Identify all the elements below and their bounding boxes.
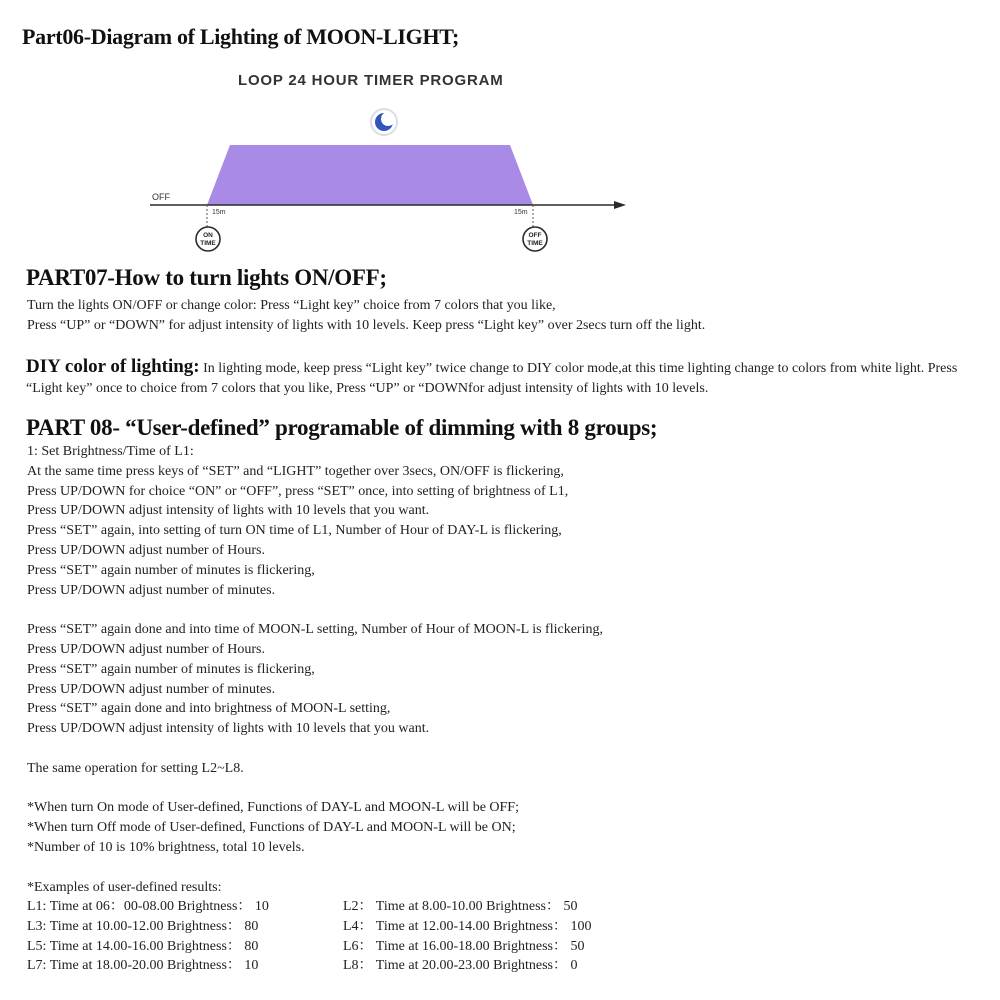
moon-icon <box>371 109 397 135</box>
part08-line: Press “SET” again done and into brightness of MOON-L setting, <box>27 701 391 717</box>
part08-line <box>27 779 603 799</box>
part08-line: Press UP/DOWN adjust intensity of lights with 10 levels that you want. <box>27 503 430 519</box>
timeline-arrow <box>614 201 626 209</box>
example-row: L3: Time at 10.00-12.00 Brightness： 80 <box>27 918 259 934</box>
part08-line: Press “SET” again number of minutes is flickering, <box>27 661 315 677</box>
diy-title: DIY color of lighting: <box>26 356 200 377</box>
part08-line: *Number of 10 is 10% brightness, total 10 levels. <box>27 839 305 855</box>
timer-diagram <box>140 100 640 260</box>
part08-line: Press UP/DOWN adjust number of Hours. <box>27 641 265 657</box>
example-row: L8： Time at 20.00-23.00 Brightness： 0 <box>343 958 578 974</box>
part08-line: Press UP/DOWN adjust number of Hours. <box>27 542 265 558</box>
example-row: L7: Time at 18.00-20.00 Brightness： 10 <box>27 958 259 974</box>
part08-line: At the same time press keys of “SET” and “LIGHT” together over 3secs, ON/OFF is flickering, <box>27 463 564 479</box>
part07-body <box>27 296 705 336</box>
part08-line: Press UP/DOWN for choice “ON” or “OFF”, press “SET” once, into setting of brightness of L1, <box>27 483 569 499</box>
diagram-title: LOOP 24 HOUR TIMER PROGRAM <box>238 72 504 89</box>
part08-line: 1: Set Brightness/Time of L1: <box>27 444 194 459</box>
part08-line: The same operation for setting L2~L8. <box>27 760 244 776</box>
part08-line: Press “SET” again number of minutes is flickering, <box>27 562 315 578</box>
part08-line: Press “SET” again done and into time of MOON-L setting, Number of Hour of MOON-L is flickering, <box>27 622 603 638</box>
ramp-left-label: 15m <box>212 209 226 216</box>
part06-heading: Part06-Diagram of Lighting of MOON-LIGHT; <box>22 24 460 49</box>
svg-text:TIME: TIME <box>527 240 543 247</box>
moon-light-area <box>207 145 533 205</box>
part08-line <box>27 858 603 878</box>
example-row: L5: Time at 14.00-16.00 Brightness： 80 <box>27 938 259 954</box>
example-row: L1: Time at 06：00-08.00 Brightness： 10 <box>27 899 269 914</box>
svg-text:TIME: TIME <box>200 240 216 247</box>
part08-line: *When turn On mode of User-defined, Functions of DAY-L and MOON-L will be OFF; <box>27 800 519 816</box>
part08-line: Press “SET” again, into setting of turn ON time of L1, Number of Hour of DAY-L is flickering, <box>27 523 562 539</box>
part07-line: Press “UP” or “DOWN” for adjust intensity of lights with 10 levels. Keep press “Light key” over 2secs turn off the light. <box>27 317 706 333</box>
part07-heading: PART07-How to turn lights ON/OFF; <box>26 265 387 290</box>
part08-body <box>27 442 603 897</box>
part08-line: *When turn Off mode of User-defined, Functions of DAY-L and MOON-L will be ON; <box>27 820 516 836</box>
svg-text:ON: ON <box>203 232 213 239</box>
examples-left <box>27 897 269 976</box>
part08-heading: PART 08- “User-defined” programable of dimming with 8 groups; <box>26 415 658 440</box>
examples-right <box>343 897 592 976</box>
part07-line: Turn the lights ON/OFF or change color: Press “Light key” choice from 7 colors that you like, <box>27 298 556 313</box>
part08-line <box>27 600 603 620</box>
example-row: L6： Time at 16.00-18.00 Brightness： 50 <box>343 938 585 954</box>
part08-line <box>27 739 603 759</box>
part08-line: Press UP/DOWN adjust intensity of lights with 10 levels that you want. <box>27 721 430 737</box>
ramp-right-label: 15m <box>514 209 528 216</box>
off-time-badge <box>523 227 547 251</box>
part08-line: Press UP/DOWN adjust number of minutes. <box>27 582 276 598</box>
diy-paragraph <box>26 357 991 399</box>
on-time-badge <box>196 227 220 251</box>
off-label: OFF <box>152 192 170 202</box>
part08-line: Press UP/DOWN adjust number of minutes. <box>27 681 276 697</box>
part08-line: *Examples of user-defined results: <box>27 879 222 895</box>
diy-text: In lighting mode, keep press “Light key” twice change to DIY color mode,at this time lighting change to colors from white light. Press “Light key” once to choice from 7 colors that you like, Press “UP” or “DOWNfor adjust intensity of lights with 10 levels. <box>26 361 958 396</box>
svg-text:OFF: OFF <box>528 232 542 239</box>
example-row: L4： Time at 12.00-14.00 Brightness： 100 <box>343 918 592 934</box>
example-row: L2： Time at 8.00-10.00 Brightness： 50 <box>343 899 578 914</box>
